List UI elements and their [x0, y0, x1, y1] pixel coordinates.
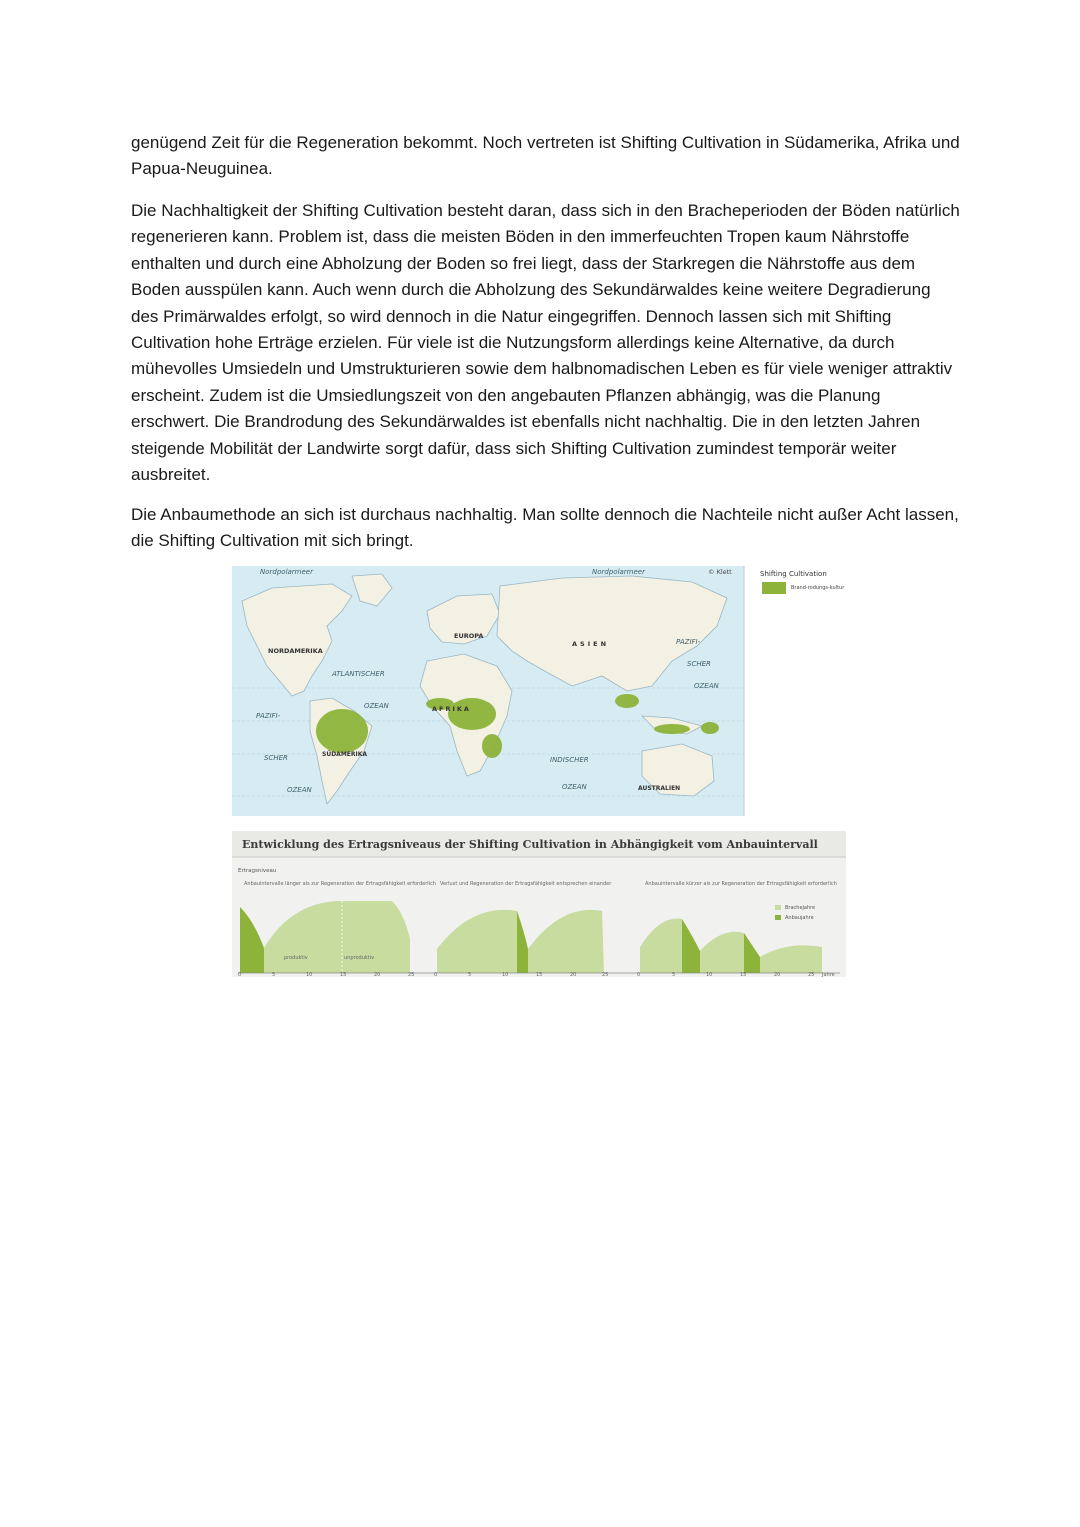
paragraph-1 [131, 130, 961, 183]
tick-15: 15 [340, 972, 347, 977]
label-atlantischer: ATLANTISCHER [332, 670, 385, 678]
label-nordpolarmeer-right: Nordpolarmeer [592, 568, 645, 576]
area-east-africa [482, 734, 502, 758]
panel-note-3: Anbauintervalle kürzer als zur Regeneration der Ertragsfähigkeit erforderlich [645, 881, 837, 887]
tick-25-b: 25 [602, 972, 609, 977]
label-nordpolarmeer-left: Nordpolarmeer [260, 568, 313, 576]
world-map-figure [232, 566, 846, 816]
yield-chart-figure [232, 831, 846, 977]
label-scher-left: SCHER [264, 754, 288, 762]
legend-brache-swatch [775, 905, 781, 910]
tick-25-c: 25 [808, 972, 815, 977]
tick-15-b: 15 [536, 972, 543, 977]
area-indonesia [654, 724, 690, 734]
legend-item-label: Brand-rodungs-kultur [791, 585, 845, 591]
label-unproduktiv: unproduktiv [344, 955, 375, 961]
label-produktiv: produktiv [284, 955, 308, 961]
tick-10-b: 10 [502, 972, 509, 977]
label-ozean-pacific-left: OZEAN [287, 786, 312, 794]
label-ozean-pacific-right: OZEAN [694, 682, 719, 690]
chart-title: Entwicklung des Ertragsniveaus der Shifting Cultivation in Abhängigkeit vom Anbauintervall [242, 838, 818, 851]
paragraph-text: Die Anbaumethode an sich ist durchaus nachhaltig. Man sollte dennoch die Nachteile nicht außer Acht lassen, die Shifting Cultivation mit sich bringt. [131, 505, 959, 551]
tick-5-c: 5 [672, 972, 676, 977]
tick-5: 5 [272, 972, 276, 977]
label-ozean-indian: OZEAN [562, 783, 587, 791]
area-southeast-asia [615, 694, 639, 708]
tick-0-b: 0 [434, 972, 438, 977]
paragraph-3 [131, 502, 961, 555]
label-afrika: AFRIKA [432, 705, 471, 713]
chart-ylabel: Ertragsniveau [238, 868, 277, 874]
legend-swatch [762, 582, 786, 594]
paragraph-text: Die Nachhaltigkeit der Shifting Cultivation besteht daran, dass sich in den Bracheperioden der Böden natürlich regenerieren kann. Problem ist, dass die meisten Böden in den immerfeuchten Tropen kaum Nährstoffe enthalten und durch eine Abholzung der Boden so frei liegt, dass der Starkregen die Nährstoffe aus dem Boden ausspülen kann. Auch wenn durch die Abholzung des Sekundärwaldes keine weitere Degradierung des Primärwaldes erfolgt, so wird dennoch in die Natur eingegriffen. Dennoch lassen sich mit Shifting Cultivation hohe Erträge erzielen. Für viele ist die Nutzungsform allerdings keine Alternative, da durch mühevolles Umsiedeln und Umstrukturieren sowie dem halbnomadischen Leben es für viele weniger attraktiv erscheint. Zudem ist die Umsiedlungszeit von den angebauten Pflanzen abhängig, was die Planung erschwert. Die Brandrodung des Sekundärwaldes ist ebenfalls nicht nachhaltig. Die in den letzten Jahren steigende Mobilität der Landwirte sorgt dafür, dass sich Shifting Cultivation zumindest temporär weiter ausbreitet. [131, 201, 960, 485]
tick-20: 20 [374, 972, 381, 977]
tick-20-b: 20 [570, 972, 577, 977]
legend-brache-label: Brachejahre [785, 905, 816, 911]
tick-10-c: 10 [706, 972, 713, 977]
label-europa: EUROPA [454, 632, 484, 640]
tick-5-b: 5 [468, 972, 472, 977]
panel-notes [244, 881, 837, 887]
label-ozean-atlantic: OZEAN [364, 702, 389, 710]
x-axis-unit: Jahre [822, 972, 835, 977]
panel-note-1: Anbauintervalle länger als zur Regeneration der Ertragsfähigkeit erforderlich [244, 881, 437, 887]
legend-title: Shifting Cultivation [760, 570, 827, 578]
label-pazifi-right: PAZIFI- [676, 638, 701, 646]
label-indischer: INDISCHER [550, 756, 589, 764]
label-scher-right: SCHER [687, 660, 711, 668]
area-papua-new-guinea [701, 722, 719, 734]
legend-area [744, 566, 846, 816]
label-copyright: © Klett [708, 568, 732, 576]
tick-15-c: 15 [740, 972, 747, 977]
tick-0-c: 0 [637, 972, 641, 977]
legend-anbau-label: Anbaujahre [785, 915, 814, 921]
tick-20-c: 20 [774, 972, 781, 977]
tick-25: 25 [408, 972, 415, 977]
label-nordamerika: NORDAMERIKA [268, 647, 323, 655]
paragraph-2 [131, 198, 961, 488]
area-south-america [316, 709, 368, 753]
label-pazifi-left: PAZIFI- [256, 712, 281, 720]
label-australien: AUSTRALIEN [638, 785, 681, 792]
paragraph-text: genügend Zeit für die Regeneration bekommt. Noch vertreten ist Shifting Cultivation in Südamerika, Afrika und Papua-Neuguinea. [131, 133, 960, 179]
legend-anbau-swatch [775, 915, 781, 920]
label-asien: ASIEN [572, 640, 610, 648]
tick-10: 10 [306, 972, 313, 977]
area-central-africa [448, 698, 496, 730]
tick-0: 0 [238, 972, 242, 977]
label-suedamerika: SÜDAMERIKA [322, 751, 368, 758]
panel-note-2: Verlust und Regeneration der Ertragsfähigkeit entsprechen einander [440, 881, 612, 887]
